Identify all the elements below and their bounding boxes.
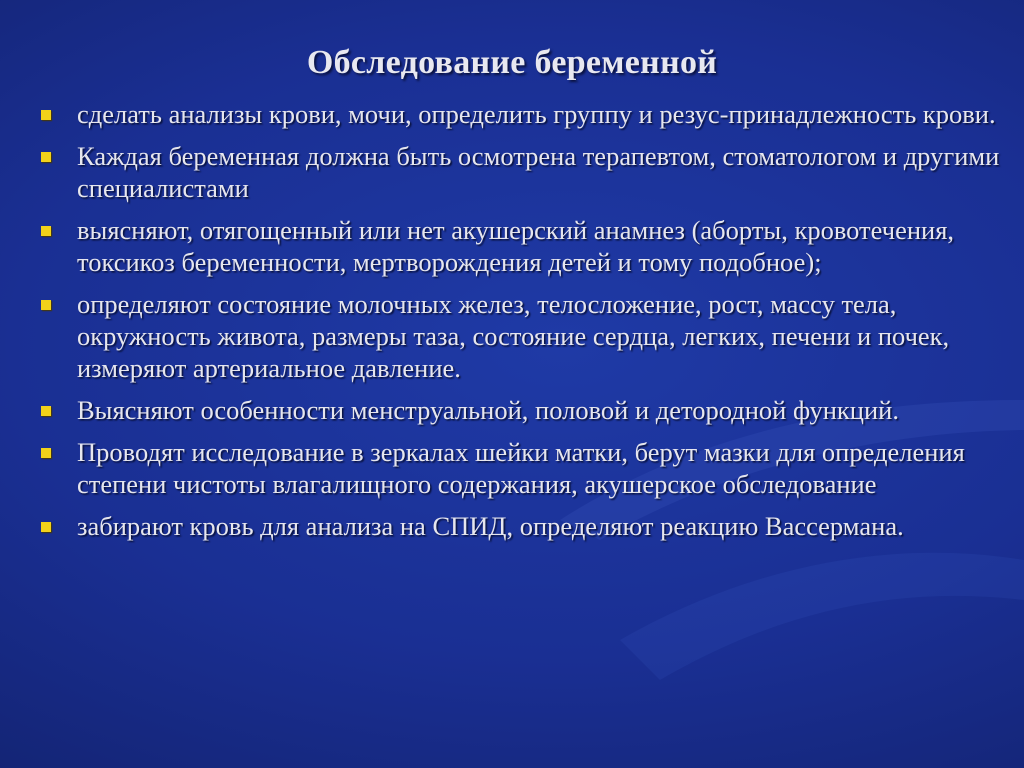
square-bullet-icon bbox=[41, 226, 51, 236]
square-bullet-icon bbox=[41, 300, 51, 310]
bullet-item bbox=[40, 288, 1000, 384]
bullet-item bbox=[40, 510, 1000, 542]
bullet-list bbox=[40, 98, 1000, 552]
square-bullet-icon bbox=[41, 448, 51, 458]
slide-title: Обследование беременной bbox=[306, 44, 718, 81]
bullet-item bbox=[40, 98, 1000, 130]
bullet-text: выясняют, отягощенный или нет акушерский анамнез (аборты, кровотечения, токсикоз беременности, мертворождения детей и тому подобное); bbox=[77, 215, 955, 277]
bullet-text: Каждая беременная должна быть осмотрена терапевтом, стоматологом и другими специалистами bbox=[77, 141, 1000, 203]
bullet-item bbox=[40, 214, 1000, 278]
bullet-text: сделать анализы крови, мочи, определить группу и резус-принадлежность крови. bbox=[77, 99, 996, 129]
square-bullet-icon bbox=[41, 152, 51, 162]
bullet-item bbox=[40, 140, 1000, 204]
bullet-text: Выясняют особенности менструальной, половой и детородной функций. bbox=[77, 395, 899, 425]
square-bullet-icon bbox=[41, 406, 51, 416]
square-bullet-icon bbox=[41, 110, 51, 120]
bullet-text: Проводят исследование в зеркалах шейки матки, берут мазки для определения степени чистоты влагалищного содержания, акушерское обследование bbox=[77, 437, 965, 499]
bullet-text: определяют состояние молочных желез, телосложение, рост, массу тела, окружность живота, размеры таза, состояние сердца, легких, печени и почек, измеряют артериальное давление. bbox=[77, 289, 950, 383]
bullet-item bbox=[40, 394, 1000, 426]
bullet-item bbox=[40, 436, 1000, 500]
square-bullet-icon bbox=[41, 522, 51, 532]
bullet-text: забирают кровь для анализа на СПИД, определяют реакцию Вассермана. bbox=[77, 511, 904, 541]
